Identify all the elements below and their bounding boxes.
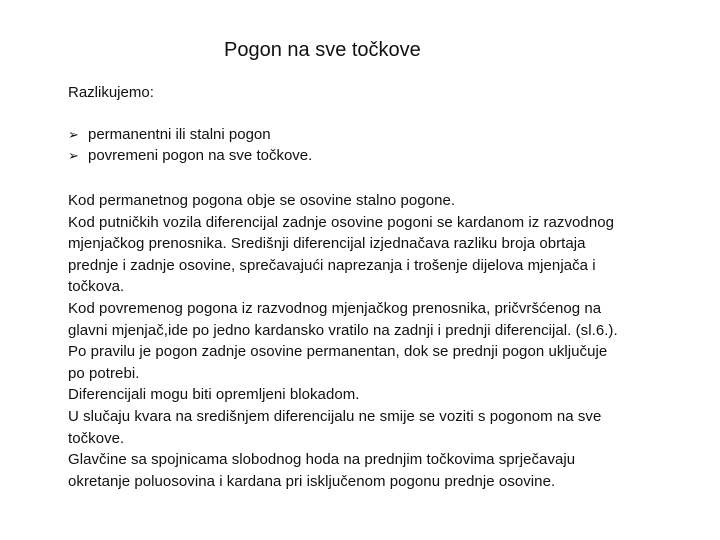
body-line: Diferencijali mogu biti opremljeni blokadom. [68,386,360,404]
body-line: U slučaju kvara na središnjem diferencijalu ne smije se voziti s pogonom na sve [68,407,602,425]
bullet-text: povremeni pogon na sve točkove. [88,147,313,164]
slide-title: Pogon na sve točkove [224,39,421,61]
body-line: Glavčine sa spojnicama slobodnog hoda na prednjim točkovima sprječavaju [68,451,576,469]
bullet-text: permanentni ili stalni pogon [88,126,271,143]
bullet-item [68,145,312,166]
body-line: po potrebi. [68,364,140,382]
body-line: mjenjačkog prenosnika. Središnji diferencijal izjednačava razliku broja obrtaja [68,235,586,253]
body-line: točkove. [68,429,125,447]
body-line: Po pravilu je pogon zadnje osovine permanentan, dok se prednji pogon uključuje [68,343,608,361]
intro-text: Razlikujemo: [68,84,154,101]
arrow-right-icon: ➢ [68,127,79,142]
body-line: Kod permanetnog pogona obje se osovine stalno pogone. [68,192,456,209]
body-line: glavni mjenjač,ide po jedno kardansko vratilo na zadnji i prednji diferencijal. (sl.6.). [68,321,618,339]
body-line: okretanje poluosovina i kardana pri isključenom pogonu prednje osovine. [68,472,556,490]
bullet-item [68,124,312,145]
body-line: Kod putničkih vozila diferencijal zadnje osovine pogoni se kardanom iz razvodnog [68,213,614,231]
body-line: prednje i zadnje osovine, sprečavajući naprezanja i trošenje dijelova mjenjača i [68,256,596,274]
body-line: Kod povremenog pogona iz razvodnog mjenjačkog prenosnika, pričvršćenog na [68,299,602,317]
bullet-list [68,124,312,166]
body-paragraphs [68,190,668,492]
body-line: točkova. [68,278,125,296]
arrow-right-icon: ➢ [68,148,79,163]
